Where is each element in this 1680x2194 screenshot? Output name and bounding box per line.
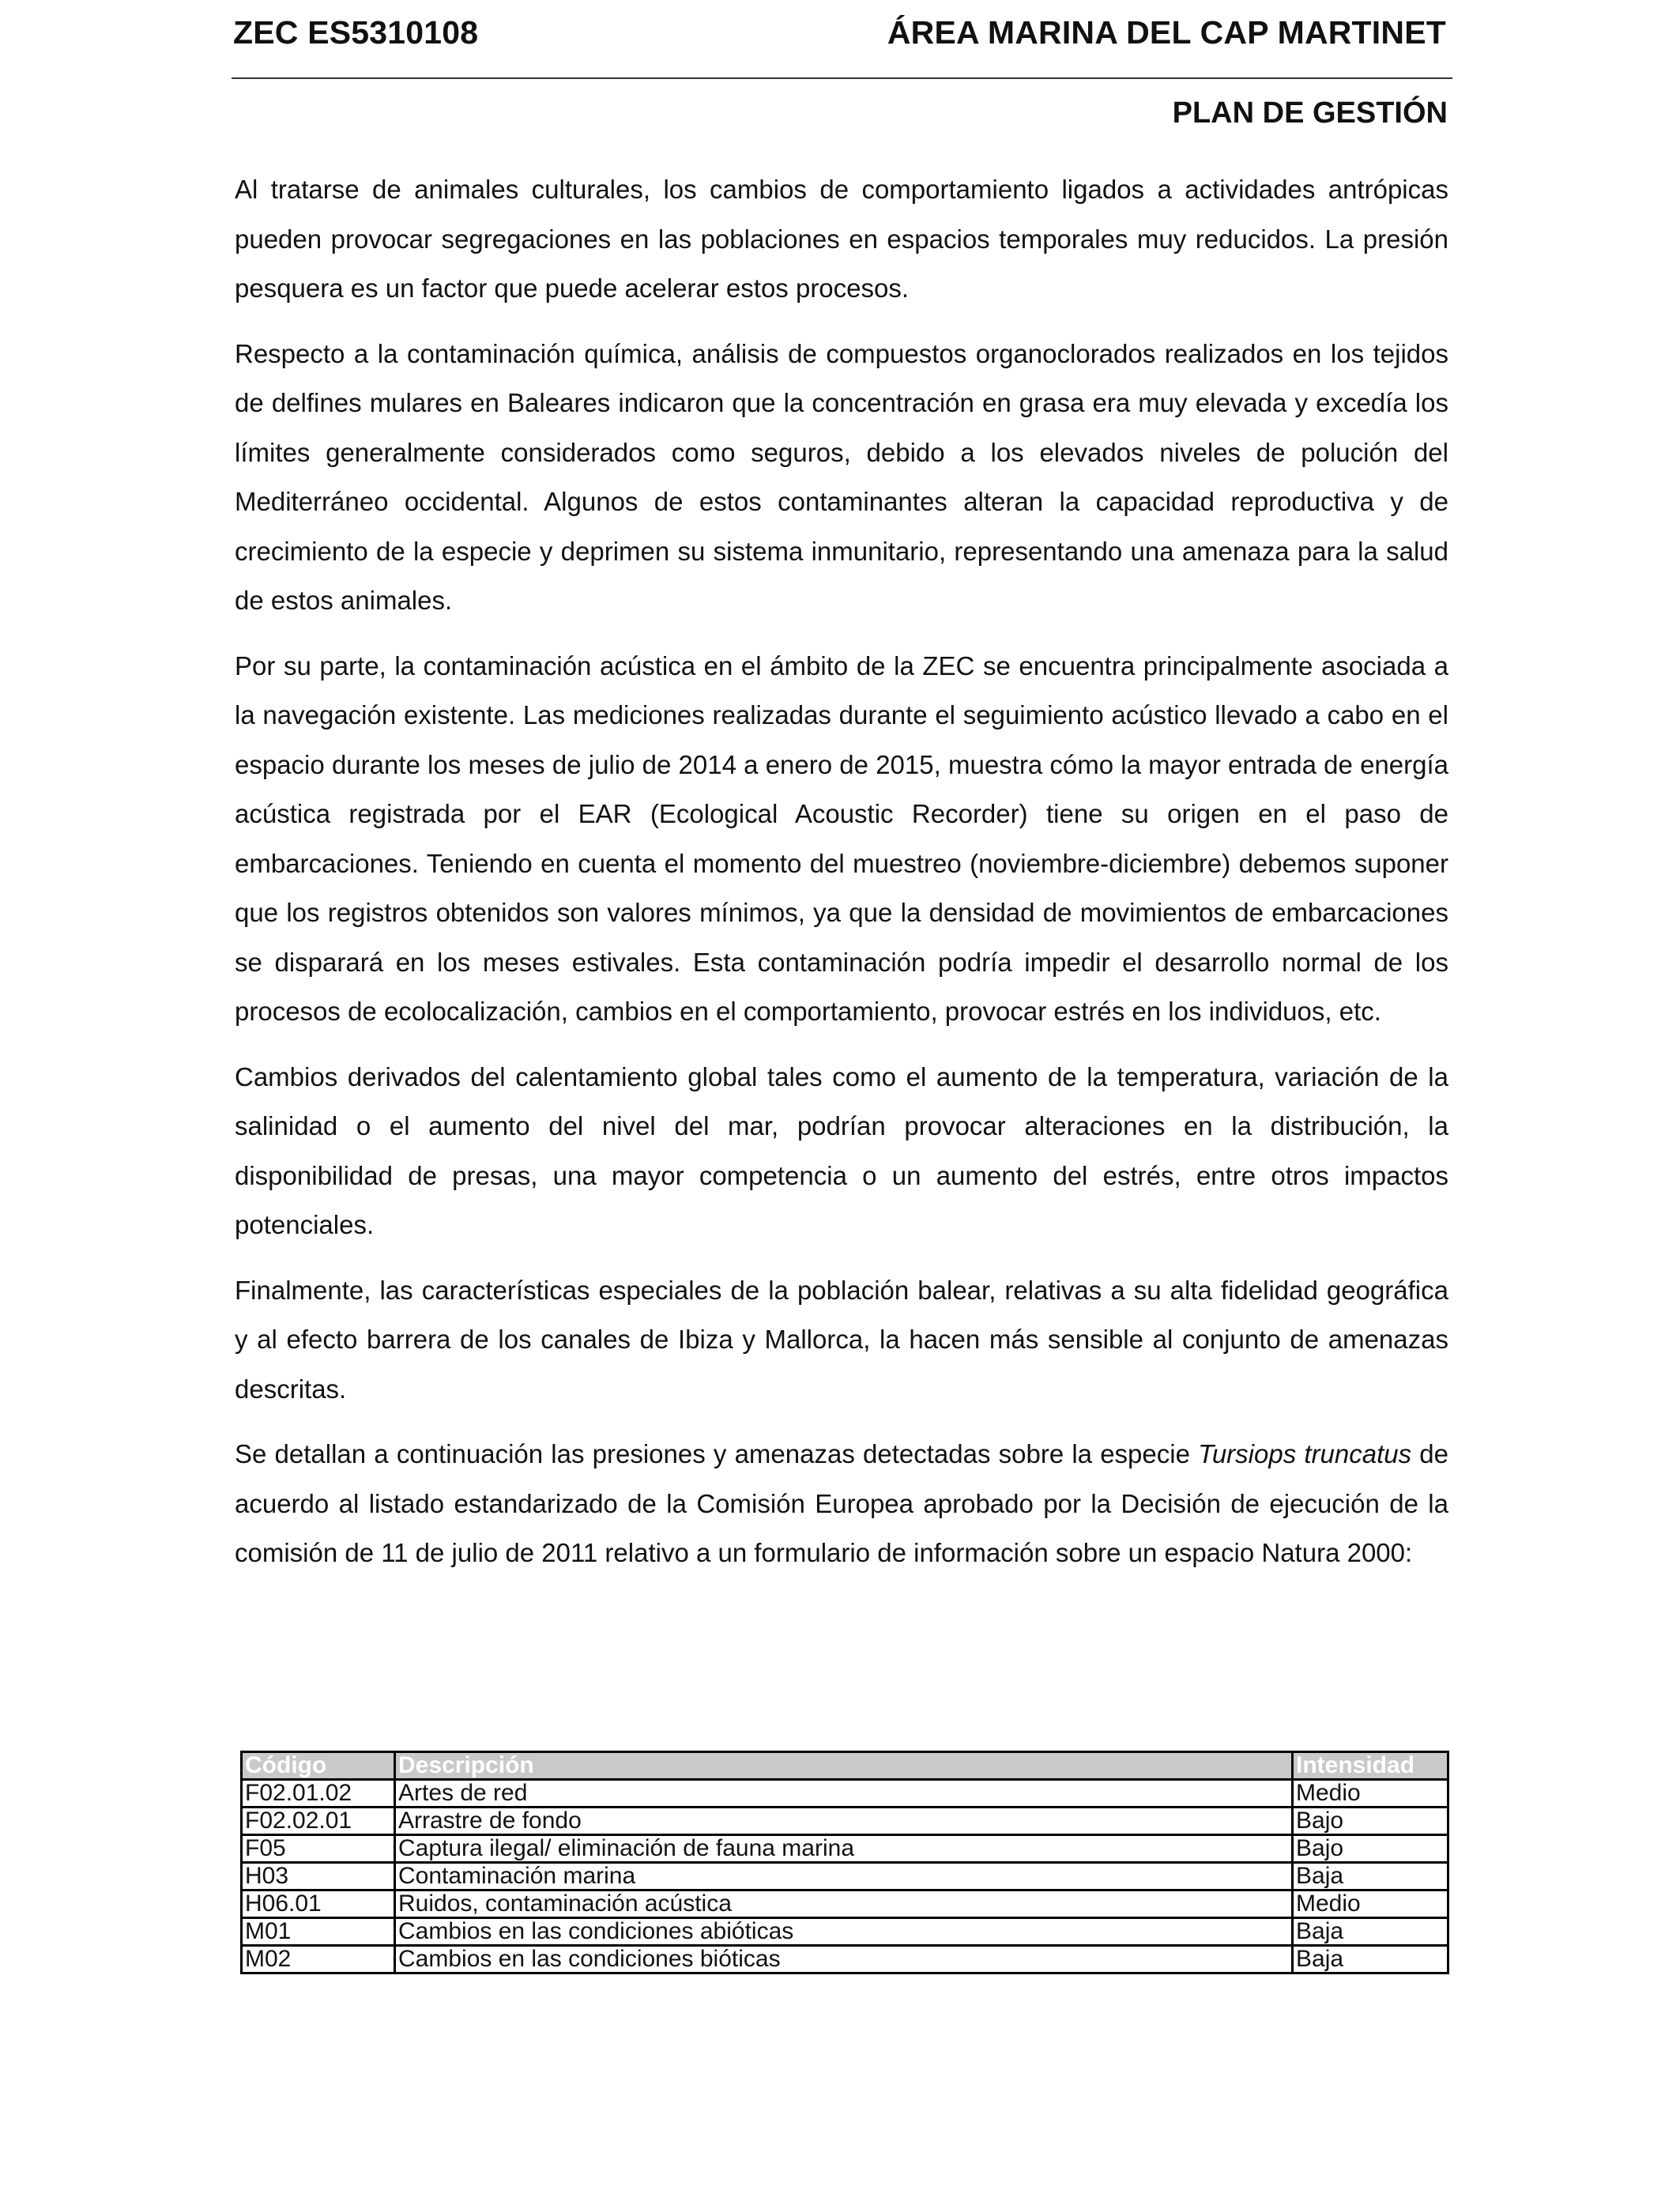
cell-code: F02.02.01: [242, 1808, 395, 1835]
cell-intensity: Baja: [1293, 1863, 1448, 1891]
table-header-row: [242, 1752, 1448, 1780]
table-row: [242, 1891, 1448, 1918]
cell-intensity: Medio: [1293, 1891, 1448, 1918]
cell-description: Contaminación marina: [395, 1863, 1293, 1891]
cell-description: Artes de red: [395, 1780, 1293, 1808]
site-code: ZEC ES5310108: [233, 14, 479, 51]
species-name: Tursiops truncatus: [1198, 1439, 1412, 1468]
pressures-table: [240, 1751, 1449, 1974]
cell-code: H06.01: [242, 1891, 395, 1918]
site-name: ÁREA MARINA DEL CAP MARTINET: [887, 14, 1446, 51]
paragraph-intro-table: [235, 1430, 1448, 1578]
cell-code: F02.01.02: [242, 1780, 395, 1808]
column-header-intensity: Intensidad: [1293, 1752, 1448, 1780]
paragraph: Por su parte, la contaminación acústica en el ámbito de la ZEC se encuentra principalmente asociada a la navegación existente. Las mediciones realizadas durante el seguimiento acústico llevado a cabo en el espacio durante los meses de julio de 2014 a enero de 2015, muestra cómo la mayor entrada de energía acústica registrada por el EAR (Ecological Acoustic Recorder) tiene su origen en el paso de embarcaciones. Teniendo en cuenta el momento del muestreo (noviembre-diciembre) debemos suponer que los registros obtenidos son valores mínimos, ya que la densidad de movimientos de embarcaciones se disparará en los meses estivales. Esta contaminación podría impedir el desarrollo normal de los procesos de ecolocalización, cambios en el comportamiento, provocar estrés en los individuos, etc.: [235, 650, 1448, 1026]
section-title: PLAN DE GESTIÓN: [1172, 96, 1448, 130]
cell-intensity: Medio: [1293, 1780, 1448, 1808]
cell-intensity: Bajo: [1293, 1835, 1448, 1863]
cell-description: Cambios en las condiciones bióticas: [395, 1946, 1293, 1973]
paragraph: Respecto a la contaminación química, análisis de compuestos organoclorados realizados en los tejidos de delfines mulares en Baleares indicaron que la concentración en grasa era muy elevada y excedía los límites generalmente considerados como seguros, debido a los elevados niveles de polución del Mediterráneo occidental. Algunos de estos contaminantes alteran la capacidad reproductiva y de crecimiento de la especie y deprimen su sistema inmunitario, representando una amenaza para la salud de estos animales.: [235, 338, 1448, 615]
table-row: [242, 1808, 1448, 1835]
paragraph: Al tratarse de animales culturales, los cambios de comportamiento ligados a actividades antrópicas pueden provocar segregaciones en las poblaciones en espacios temporales muy reducidos. La presión pesquera es un factor que puede acelerar estos procesos.: [235, 175, 1448, 303]
cell-description: Captura ilegal/ eliminación de fauna marina: [395, 1835, 1293, 1863]
cell-description: Arrastre de fondo: [395, 1808, 1293, 1835]
table-row: [242, 1835, 1448, 1863]
paragraph: Cambios derivados del calentamiento global tales como el aumento de la temperatura, variación de la salinidad o el aumento del nivel del mar, podrían provocar alteraciones en la distribución, la disponibilidad de presas, una mayor competencia o un aumento del estrés, entre otros impactos potenciales.: [235, 1061, 1448, 1239]
cell-intensity: Baja: [1293, 1946, 1448, 1973]
paragraph: Finalmente, las características especiales de la población balear, relativas a su alta fidelidad geográfica y al efecto barrera de los canales de Ibiza y Mallorca, la hacen más sensible al conjunto de amenazas descritas.: [235, 1275, 1448, 1404]
cell-intensity: Baja: [1293, 1918, 1448, 1946]
table-row: [242, 1780, 1448, 1808]
header-rule: [232, 77, 1452, 79]
paragraph-text: Se detallan a continuación las presiones y amenazas detectadas sobre la especie: [235, 1439, 1199, 1468]
table-row: [242, 1863, 1448, 1891]
column-header-code: Código: [242, 1752, 395, 1780]
table-row: [242, 1946, 1448, 1973]
table-row: [242, 1918, 1448, 1946]
cell-intensity: Bajo: [1293, 1808, 1448, 1835]
body-text: [235, 165, 1448, 1578]
cell-code: F05: [242, 1835, 395, 1863]
cell-code: M02: [242, 1946, 395, 1973]
cell-code: M01: [242, 1918, 395, 1946]
paragraph-text: de acuerdo al listado estandarizado de la Comisión Europea aprobado por la Decisión de ejecución de la comisión de 11 de julio de 2011 relativo a un formulario de información sobre un espacio Natura 2000:: [235, 1439, 1448, 1567]
column-header-description: Descripción: [395, 1752, 1293, 1780]
cell-code: H03: [242, 1863, 395, 1891]
cell-description: Cambios en las condiciones abióticas: [395, 1918, 1293, 1946]
cell-description: Ruidos, contaminación acústica: [395, 1891, 1293, 1918]
